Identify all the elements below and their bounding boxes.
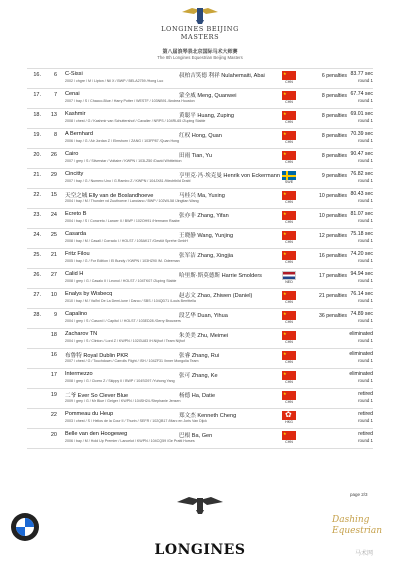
country-code: CHN xyxy=(285,220,293,224)
penalties: 17 penalties xyxy=(319,273,347,279)
horse-name: Kashmir xyxy=(65,111,86,117)
start-number: 7 xyxy=(53,92,57,98)
watermark: 马术网 xyxy=(355,551,374,557)
time: 69.01 sec xyxy=(350,111,373,117)
rider-name: 红权 Hong, Quan xyxy=(179,133,222,139)
rider-name: 蒙全威 Meng, Quanwei xyxy=(179,93,237,99)
round-label: round 1 xyxy=(358,378,373,383)
rider-name: 张睿 Zhang, Rui xyxy=(179,353,220,359)
round-label: round 1 xyxy=(358,78,373,83)
rider-name: 赵志文 Zhao, Zhiwen (Daniel) xyxy=(179,293,253,299)
event-logo-text: LONGINES BEIJING MASTERS xyxy=(161,25,239,41)
horse-details: 2008 / chest / G / Kashmir van Schuttershof / Cavalier / NRPS / 104RL65 /Zuping Stable xyxy=(65,119,206,123)
horse-name: 布鲁特 Royal Dublin PKR xyxy=(65,353,129,359)
rider-name: 王晓静 Wang, Yunjing xyxy=(179,233,234,239)
country-flag-icon xyxy=(282,391,296,400)
country-flag-icon xyxy=(282,311,296,320)
country-flag-icon xyxy=(282,191,296,200)
horse-name: Ecreto B xyxy=(65,211,87,217)
start-number: 19 xyxy=(50,392,57,398)
rider-name: 杨德 Ha, Datie xyxy=(179,393,216,399)
horse-details: 2004 / bay / M / Thunder vd Zuuthoeve / Lanciano / BWP / 102WL58 /Jingtian Wang xyxy=(65,199,199,203)
start-number: 29 xyxy=(50,172,57,178)
horse-name: Intermezzo xyxy=(65,371,93,377)
country-flag-icon xyxy=(282,411,296,420)
result-row xyxy=(27,408,373,428)
result-row xyxy=(27,268,373,288)
horse-details: 2010 / bay / M / Vall'ni De La Demi-lune / Darco / SBS / 104QD71 /Louis Berrittella xyxy=(65,299,196,303)
country-flag-icon xyxy=(282,131,296,140)
start-number: 25 xyxy=(50,232,57,238)
result-row xyxy=(27,388,373,408)
country-flag-icon xyxy=(282,71,296,80)
round-label: round 1 xyxy=(358,338,373,343)
result-status: retired xyxy=(358,431,373,437)
country-code: CHN xyxy=(285,200,293,204)
time: 67.74 sec xyxy=(350,91,373,97)
result-row xyxy=(27,188,373,208)
result-row xyxy=(27,208,373,228)
round-label: round 1 xyxy=(358,178,373,183)
start-number: 16 xyxy=(50,352,57,358)
round-label: round 1 xyxy=(358,138,373,143)
result-status: retired xyxy=(358,411,373,417)
result-rank: 19. xyxy=(33,132,41,138)
start-number: 24 xyxy=(50,212,57,218)
country-code: CHN xyxy=(285,300,293,304)
result-rank: 21. xyxy=(33,172,41,178)
horse-details: 2004 / grey / S / Casoni I / Capitol I / HOLST / 103ED28 /Gerry Brouwers xyxy=(65,319,181,323)
longines-wordmark: LONGINES xyxy=(154,542,246,558)
country-flag-icon xyxy=(282,111,296,120)
round-label: round 1 xyxy=(358,118,373,123)
result-row xyxy=(27,148,373,168)
country-code: CHN xyxy=(285,380,293,384)
round-label: round 1 xyxy=(358,418,373,423)
dashing-equestrian-logo: Dashing Equestrian xyxy=(332,515,383,536)
rider-name: 田雨 Tian, Yu xyxy=(179,153,212,159)
result-rank: 23. xyxy=(33,212,41,218)
start-number: 6 xyxy=(53,72,57,78)
event-title-en: The 8th Longines Equestrian Beijing Masters xyxy=(157,55,243,60)
result-row xyxy=(27,368,373,388)
time: 94.94 sec xyxy=(350,271,373,277)
result-row xyxy=(27,328,373,348)
round-label: round 1 xyxy=(358,278,373,283)
country-flag-icon xyxy=(282,331,296,340)
round-label: round 1 xyxy=(358,158,373,163)
start-number: 13 xyxy=(50,112,57,118)
start-number: 27 xyxy=(50,272,57,278)
result-row xyxy=(27,88,373,108)
country-flag-icon xyxy=(282,211,296,220)
horse-name: Fritz Filou xyxy=(65,251,90,257)
horse-name: 天空之城 Elly van de Boslandhoeve xyxy=(65,193,154,199)
rider-name: 段艺华 Duan, Yihua xyxy=(179,313,228,319)
country-code: CHN xyxy=(285,320,293,324)
round-label: round 1 xyxy=(358,298,373,303)
horse-details: 2007 / bay / G / Numero Uno / G.Ramiro Z / KWPN / 104JX81 /Mechthild Drabl xyxy=(65,179,191,183)
time: 76.14 sec xyxy=(350,291,373,297)
round-label: round 1 xyxy=(358,238,373,243)
result-rank: 22. xyxy=(33,192,41,198)
result-row xyxy=(27,288,373,308)
horse-details: 2005 / bay / G / For Edition / El Bundy / KWPN / 103HZ90 /M. Odeeman xyxy=(65,259,180,263)
country-code: NED xyxy=(285,280,293,284)
country-code: CHN xyxy=(285,240,293,244)
result-rank: 27. xyxy=(33,292,41,298)
start-number: 22 xyxy=(50,412,57,418)
horse-name: Cincitty xyxy=(65,171,84,177)
result-rank: 17. xyxy=(33,92,41,98)
country-flag-icon xyxy=(282,91,296,100)
result-row xyxy=(27,168,373,188)
time: 74.89 sec xyxy=(350,311,373,317)
penalties: 16 penalties xyxy=(319,253,347,259)
country-code: CHN xyxy=(285,160,293,164)
round-label: round 1 xyxy=(358,318,373,323)
round-label: round 1 xyxy=(358,258,373,263)
country-flag-icon xyxy=(282,151,296,160)
horse-name: Belle van den Hoogeweg xyxy=(65,431,128,437)
start-number: 8 xyxy=(53,132,57,138)
country-flag-icon xyxy=(282,371,296,380)
horse-details: 2004 / grey / S / Clinton / Lord Z / KWPN / 102GU83 /H.Nijhof / Team Nijhof xyxy=(65,339,185,343)
horse-name: Zacharov TN xyxy=(65,331,98,337)
round-label: round 1 xyxy=(358,438,373,443)
result-rank: 26. xyxy=(33,272,41,278)
round-label: round 1 xyxy=(358,398,373,403)
rider-name: 朱美美 Zhu, Meimei xyxy=(179,333,229,339)
penalties: 8 penalties xyxy=(321,93,347,99)
horse-details: 2008 / grey / G / Casalo II / Leonol / HOLST / 104TK07 /Zuping Stable xyxy=(65,279,177,283)
horse-details: 2008 / bay / M / Casall / Corrado I / HOLST / 105AK17 /Gestüt Sprehe GmbH xyxy=(65,239,188,243)
penalties: 8 penalties xyxy=(321,133,347,139)
start-number: 15 xyxy=(50,192,57,198)
result-row xyxy=(27,308,373,328)
horse-details: 2002 / chgre / M / Lipton / Nil X / BWP / BELA2759 /Hong Luo xyxy=(65,79,164,83)
rider-name: 张军洁 Zhang, Xingjia xyxy=(179,253,234,259)
rider-name: 马桂兴 Ma, Yuxing xyxy=(179,193,225,199)
horse-details: 2006 / bay / M / Hold Up Premier / Lancelot / KWPN / 104CQ59 /Ge Pratti Horses xyxy=(65,439,195,443)
start-number: 20 xyxy=(50,432,57,438)
results-table xyxy=(27,68,373,449)
horse-details: 2007 / grey / S / Silverstar / Voltaire / KWPN / 103LZ50 /David Whittebion xyxy=(65,159,182,163)
horse-name: C-Sissi xyxy=(65,71,83,77)
country-code: CHN xyxy=(285,80,293,84)
horse-details: 2003 / chest / S / Helios de la Cour II / Thurin / SEFR / 102QB17 /Marc en Joris Van Dijck xyxy=(65,419,207,423)
round-label: round 1 xyxy=(358,198,373,203)
penalties: 9 penalties xyxy=(321,173,347,179)
start-number: 9 xyxy=(53,312,57,318)
rider-name: 哈里斯·斯莫德斯 Harrie Smolders xyxy=(179,273,262,279)
country-flag-icon xyxy=(282,271,296,280)
round-label: round 1 xyxy=(358,358,373,363)
result-rank: 28. xyxy=(33,312,41,318)
page-header xyxy=(0,0,400,66)
result-row xyxy=(27,428,373,449)
result-row xyxy=(27,248,373,268)
start-number: 17 xyxy=(50,372,57,378)
horse-name: 二爷 Ever So Clever Blue xyxy=(65,393,129,399)
penalties: 36 penalties xyxy=(319,313,347,319)
country-code: CHN xyxy=(285,260,293,264)
country-code: CHN xyxy=(285,400,293,404)
country-flag-icon xyxy=(282,431,296,440)
page-number: page 2/3 xyxy=(350,492,368,497)
round-label: round 1 xyxy=(358,218,373,223)
time: 83.77 sec xyxy=(350,71,373,77)
penalties: 12 penalties xyxy=(319,233,347,239)
horse-name: Cenai xyxy=(65,91,80,97)
horse-details: 2009 / grey / G / Mr Blue / Geiger / KWPN / 104SH24 /Stephanie Jensen xyxy=(65,399,181,403)
time: 75.18 sec xyxy=(350,231,373,237)
horse-name: Cairo xyxy=(65,151,79,157)
rider-name: 巴根 Ba, Gen xyxy=(179,433,213,439)
country-code: CHN xyxy=(285,120,293,124)
result-rank: 20. xyxy=(33,152,41,158)
horse-name: Casarda xyxy=(65,231,87,237)
horse-details: 2007 / chest / G / Touchdown / Carrolls Flight / ISH / 104ZF31 /Inner Mongolia Team xyxy=(65,359,199,363)
country-code: CHN xyxy=(285,340,293,344)
rider-name: 黄聪平 Huang, Zuping xyxy=(179,113,235,119)
round-label: round 1 xyxy=(358,98,373,103)
rider-name: 张可 Zhang, Ke xyxy=(179,373,218,379)
country-code: CHN xyxy=(285,100,293,104)
start-number: 26 xyxy=(50,152,57,158)
result-rank: 16. xyxy=(33,72,41,78)
rider-name: 郑文杰 Kenneth Cheng xyxy=(179,413,237,419)
horse-name: Enalys by Wisbecq xyxy=(65,291,113,297)
country-flag-icon xyxy=(282,251,296,260)
start-number: 21 xyxy=(50,252,57,258)
result-status: eliminated xyxy=(349,351,373,357)
result-status: retired xyxy=(358,391,373,397)
time: 81.07 sec xyxy=(350,211,373,217)
country-code: CHN xyxy=(285,360,293,364)
result-rank: 25. xyxy=(33,252,41,258)
horse-details: 2007 / bay / S / Chacco-Blue / Harry Potter / WESTF / 103NB91 /Andrea Houston xyxy=(65,99,195,103)
penalties: 6 penalties xyxy=(321,73,347,79)
penalties: 8 penalties xyxy=(321,153,347,159)
horse-name: Capalino xyxy=(65,311,88,317)
result-rank: 18. xyxy=(33,112,41,118)
time: 70.39 sec xyxy=(350,131,373,137)
country-flag-icon xyxy=(282,171,296,180)
penalties: 8 penalties xyxy=(321,113,347,119)
time: 76.82 sec xyxy=(350,171,373,177)
country-code: CHN xyxy=(285,440,293,444)
horse-details: 2006 / bay / G / Air Jordan Z / Elmshorn / ZANG / 103FP87 /Quan Hong xyxy=(65,139,180,143)
result-row xyxy=(27,128,373,148)
country-flag-icon xyxy=(282,291,296,300)
result-row xyxy=(27,108,373,128)
penalties: 21 penalties xyxy=(319,293,347,299)
result-row xyxy=(27,348,373,368)
result-rank: 24. xyxy=(33,232,41,238)
rider-name: 叔柏吉笑德 利祥 Nulahemaiti, Abai xyxy=(179,73,265,79)
time: 80.43 sec xyxy=(350,191,373,197)
country-code: CHN xyxy=(285,140,293,144)
time: 74.20 sec xyxy=(350,251,373,257)
event-title-cn: 第八届浪琴表北京国际马术大师赛 xyxy=(162,49,238,55)
penalties: 10 penalties xyxy=(319,213,347,219)
result-status: eliminated xyxy=(349,331,373,337)
start-number: 10 xyxy=(50,292,57,298)
result-row xyxy=(27,228,373,248)
rider-name: 亨里克·冯·埃克曼 Henrik von Eckermann xyxy=(179,173,281,179)
country-code: SWE xyxy=(284,180,294,184)
horse-name: Calid H xyxy=(65,271,84,277)
result-status: eliminated xyxy=(349,371,373,377)
result-row xyxy=(27,68,373,88)
start-number: 18 xyxy=(50,332,57,338)
bmw-logo xyxy=(10,512,40,542)
country-code: HKG xyxy=(285,420,293,424)
horse-details: 2004 / bay / S / Concreto / Lancer II / BWP / 102OH91 /Hermann Raabe xyxy=(65,219,180,223)
country-flag-icon xyxy=(282,351,296,360)
time: 90.47 sec xyxy=(350,151,373,157)
horse-name: A Bernhard xyxy=(65,131,93,137)
penalties: 10 penalties xyxy=(319,193,347,199)
rider-name: 张亦非 Zhang, Yifan xyxy=(179,213,229,219)
horse-name: Pommeau du Heup xyxy=(65,411,114,417)
horse-details: 2008 / grey / G / Cicero Z / Skippy II / BWP / 104SG97 /Yuhong Yang xyxy=(65,379,175,383)
country-flag-icon xyxy=(282,231,296,240)
